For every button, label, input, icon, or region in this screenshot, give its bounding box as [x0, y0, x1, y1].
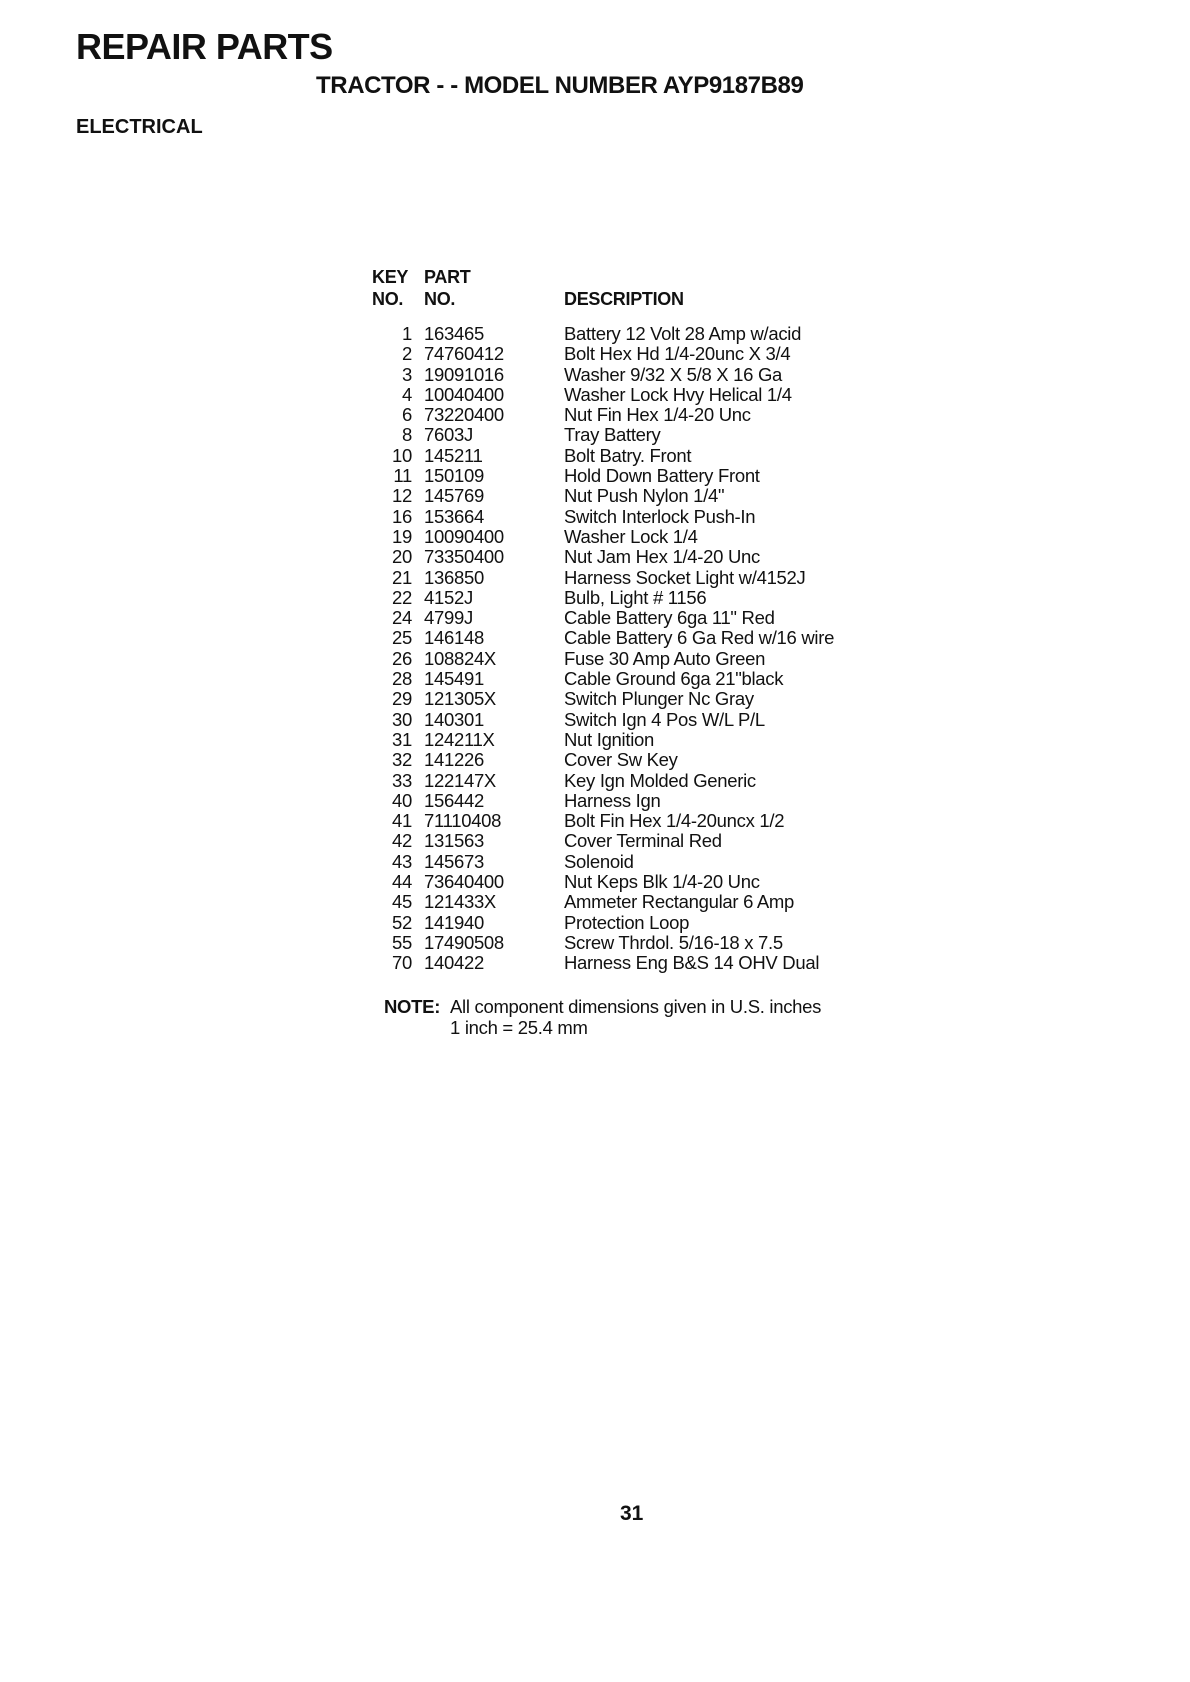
part-no-cell: 7603J — [424, 424, 473, 446]
key-no-cell: 45 — [392, 891, 412, 913]
table-row — [372, 669, 834, 689]
key-no-cell: 10 — [392, 444, 412, 466]
table-row — [372, 913, 834, 933]
description-cell: Cable Battery 6 Ga Red w/16 wire — [564, 627, 835, 649]
part-no-cell: 10040400 — [424, 383, 504, 405]
key-no-cell: 6 — [402, 404, 412, 426]
part-no-cell: 156442 — [424, 789, 484, 811]
part-no-cell: 73640400 — [424, 871, 504, 893]
part-no-cell: 4799J — [424, 607, 473, 629]
description-cell: Key Ign Molded Generic — [564, 769, 756, 791]
part-no-cell: 145491 — [424, 668, 484, 690]
table-row — [372, 689, 834, 709]
description-cell: Screw Thrdol. 5/16-18 x 7.5 — [564, 931, 783, 953]
header-spacer — [372, 310, 834, 324]
table-row — [372, 811, 834, 831]
table-header-row-bottom — [372, 288, 834, 310]
table-row — [372, 710, 834, 730]
table-row — [372, 892, 834, 912]
table-row — [372, 507, 834, 527]
part-no-cell: 122147X — [424, 769, 496, 791]
key-no-cell: 31 — [392, 728, 412, 750]
description-cell: Nut Keps Blk 1/4-20 Unc — [564, 871, 760, 893]
part-no-cell: 71110408 — [424, 810, 502, 832]
description-cell: Nut Push Nylon 1/4" — [564, 485, 725, 507]
description-cell: Tray Battery — [564, 424, 661, 446]
part-no-cell: 73350400 — [424, 546, 504, 568]
description-cell: Hold Down Battery Front — [564, 465, 760, 487]
description-cell: Cover Sw Key — [564, 749, 678, 771]
key-no-cell: 40 — [392, 789, 412, 811]
part-no-cell: 145211 — [424, 444, 483, 466]
description-cell: Harness Ign — [564, 789, 661, 811]
key-header-top: KEY — [372, 267, 409, 287]
key-no-cell: 33 — [392, 769, 412, 791]
key-header-bottom: NO. — [372, 289, 404, 309]
key-no-cell: 1 — [402, 323, 412, 344]
table-row — [372, 608, 834, 628]
part-no-cell: 140301 — [424, 708, 484, 730]
description-cell: Bolt Fin Hex 1/4-20uncx 1/2 — [564, 810, 785, 832]
parts-table-body — [372, 324, 834, 974]
key-no-cell: 12 — [392, 485, 412, 507]
description-cell: Washer 9/32 X 5/8 X 16 Ga — [564, 363, 783, 385]
table-row — [372, 852, 834, 872]
key-no-cell: 30 — [392, 708, 412, 730]
part-no-cell: 4152J — [424, 586, 473, 608]
part-no-cell: 146148 — [424, 627, 484, 649]
key-no-cell: 2 — [402, 343, 412, 365]
description-cell: Nut Fin Hex 1/4-20 Unc — [564, 404, 751, 426]
part-no-cell: 140422 — [424, 952, 484, 974]
key-no-cell: 28 — [392, 668, 412, 690]
part-no-cell: 150109 — [424, 465, 484, 487]
part-no-cell: 145769 — [424, 485, 484, 507]
part-no-cell: 74760412 — [424, 343, 504, 365]
note-text-line1: All component dimensions given in U.S. inches — [450, 996, 822, 1017]
key-no-cell: 26 — [392, 647, 412, 669]
description-cell: Harness Socket Light w/4152J — [564, 566, 806, 588]
description-cell: Protection Loop — [564, 911, 690, 933]
key-no-cell: 19 — [392, 525, 412, 547]
part-no-cell: 141940 — [424, 911, 484, 933]
key-no-cell: 41 — [392, 810, 412, 832]
table-row — [372, 324, 834, 344]
key-no-cell: 55 — [392, 931, 412, 953]
description-cell: Ammeter Rectangular 6 Amp — [564, 891, 795, 913]
key-no-cell: 52 — [392, 911, 412, 933]
note-text-line2: 1 inch = 25.4 mm — [450, 1017, 588, 1038]
table-row — [372, 547, 834, 567]
key-no-cell: 21 — [392, 566, 412, 588]
description-cell: Washer Lock Hvy Helical 1/4 — [564, 383, 792, 405]
part-no-cell: 131563 — [424, 830, 484, 852]
table-row — [372, 588, 834, 608]
part-no-cell: 145673 — [424, 850, 484, 872]
part-no-cell: 141226 — [424, 749, 484, 771]
table-row — [372, 771, 834, 791]
description-header-spacer — [564, 266, 834, 288]
part-header-top: PART — [424, 267, 471, 287]
table-row — [372, 791, 834, 811]
part-no-cell: 10090400 — [424, 525, 504, 547]
part-no-cell: 124211X — [424, 728, 495, 750]
description-cell: Switch Interlock Push-In — [564, 505, 756, 527]
description-cell: Bolt Batry. Front — [564, 444, 692, 466]
part-no-cell: 153664 — [424, 505, 484, 527]
section-heading: ELECTRICAL — [76, 116, 203, 138]
key-no-cell: 24 — [392, 607, 412, 629]
table-row — [372, 344, 834, 364]
table-row — [372, 466, 834, 486]
description-cell: Cable Battery 6ga 11" Red — [564, 607, 775, 629]
key-no-cell: 8 — [402, 424, 412, 446]
model-number-heading: TRACTOR - - MODEL NUMBER AYP9187B89 — [316, 72, 804, 99]
description-cell: Bolt Hex Hd 1/4-20unc X 3/4 — [564, 343, 791, 365]
key-no-cell: 16 — [392, 505, 412, 527]
description-cell: Harness Eng B&S 14 OHV Dual — [564, 952, 820, 974]
table-row — [372, 628, 834, 648]
key-no-cell: 22 — [392, 586, 412, 608]
part-no-cell: 163465 — [424, 323, 484, 344]
table-row — [372, 568, 834, 588]
table-row — [372, 365, 834, 385]
description-cell: Cover Terminal Red — [564, 830, 722, 852]
description-cell: Solenoid — [564, 850, 634, 872]
part-no-cell: 121433X — [424, 891, 496, 913]
description-cell: Bulb, Light # 1156 — [564, 586, 707, 608]
key-no-cell: 43 — [392, 850, 412, 872]
description-cell: Nut Jam Hex 1/4-20 Unc — [564, 546, 760, 568]
table-row — [372, 649, 834, 669]
table-row — [372, 953, 834, 973]
part-no-cell: 19091016 — [424, 363, 504, 385]
key-no-cell: 42 — [392, 830, 412, 852]
key-no-cell: 29 — [392, 688, 412, 710]
description-cell: Nut Ignition — [564, 728, 654, 750]
part-no-cell: 17490508 — [424, 931, 504, 953]
table-row — [372, 831, 834, 851]
description-cell: Fuse 30 Amp Auto Green — [564, 647, 766, 669]
part-no-cell: 108824X — [424, 647, 496, 669]
description-cell: Switch Plunger Nc Gray — [564, 688, 754, 710]
table-row — [372, 872, 834, 892]
parts-table — [372, 266, 834, 974]
description-cell: Washer Lock 1/4 — [564, 525, 698, 547]
key-no-cell: 44 — [392, 871, 412, 893]
key-no-cell: 4 — [402, 383, 412, 405]
key-no-cell: 20 — [392, 546, 412, 568]
page-number: 31 — [620, 1502, 644, 1525]
part-header-bottom: NO. — [424, 289, 456, 309]
key-no-cell: 3 — [402, 363, 412, 385]
table-header-row-top — [372, 266, 834, 288]
page-title: REPAIR PARTS — [76, 26, 333, 67]
table-row — [372, 527, 834, 547]
description-cell: Battery 12 Volt 28 Amp w/acid — [564, 323, 802, 344]
table-row — [372, 385, 834, 405]
part-no-cell: 121305X — [424, 688, 496, 710]
note-label: NOTE: — [384, 996, 441, 1017]
key-no-cell: 70 — [392, 952, 412, 974]
part-no-cell: 136850 — [424, 566, 484, 588]
description-header: DESCRIPTION — [564, 289, 684, 309]
table-row — [372, 750, 834, 770]
table-row — [372, 933, 834, 953]
key-no-cell: 32 — [392, 749, 412, 771]
table-row — [372, 730, 834, 750]
part-no-cell: 73220400 — [424, 404, 504, 426]
description-cell: Switch Ign 4 Pos W/L P/L — [564, 708, 765, 730]
key-no-cell: 11 — [393, 465, 412, 487]
table-row — [372, 446, 834, 466]
table-row — [372, 405, 834, 425]
table-row — [372, 425, 834, 445]
note-block — [384, 996, 821, 1038]
table-row — [372, 486, 834, 506]
description-cell: Cable Ground 6ga 21"black — [564, 668, 784, 690]
key-no-cell: 25 — [392, 627, 412, 649]
